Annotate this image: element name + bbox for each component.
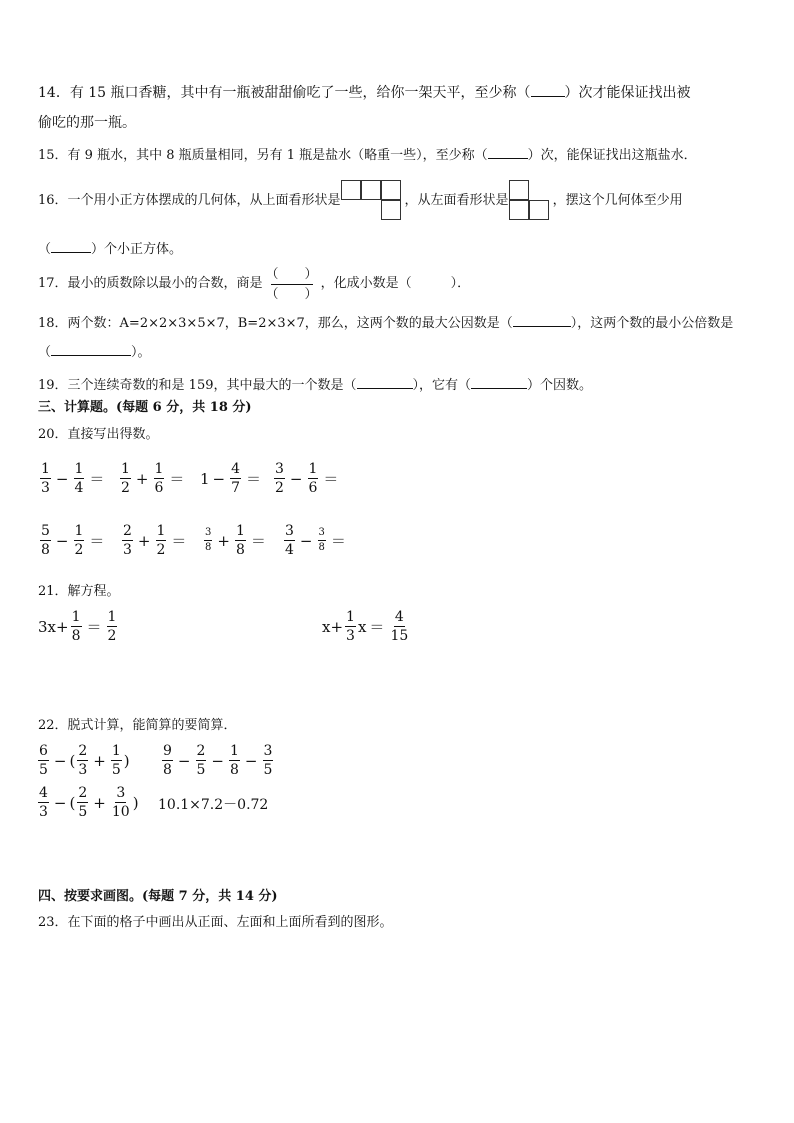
term: x+ [322, 617, 344, 636]
q17-text-end: ，化成小数是（ ）． [320, 276, 471, 291]
plus-sign: + [93, 751, 106, 770]
fraction [38, 786, 49, 819]
top-view-cell [381, 200, 401, 220]
equals-sign: ＝ [169, 470, 185, 488]
q19-mid: ），它有（ [412, 378, 472, 393]
denominator: 15 [390, 628, 409, 644]
fraction [38, 744, 49, 777]
q19-end: ）个因数。 [527, 378, 593, 393]
equals-sign: ＝ [89, 532, 105, 550]
q17-denominator-blank[interactable]: （ ） [265, 286, 318, 302]
denominator: 2 [74, 542, 84, 558]
minus-sign: − [55, 469, 69, 488]
q16-left-view-shape [509, 180, 553, 222]
plus-sign: + [93, 793, 106, 812]
q14-line2 [38, 113, 136, 133]
numerator: 1 [230, 743, 239, 759]
denominator: 3 [78, 762, 88, 778]
q20-expr-8 [282, 524, 349, 557]
q18-end: ）。 [131, 345, 151, 360]
fraction [77, 744, 88, 777]
numerator: 5 [41, 523, 50, 539]
minus-sign: − [244, 751, 258, 770]
q16-blank[interactable] [51, 238, 91, 253]
denominator: 10 [111, 804, 130, 820]
q18-gcd-blank[interactable] [513, 312, 571, 327]
numerator: 1 [346, 609, 355, 625]
denominator: 5 [78, 804, 88, 820]
q20-expr-7 [202, 524, 269, 557]
numerator: 4 [231, 461, 241, 477]
numerator: 1 [71, 609, 81, 625]
q18-text: 18．两个数：A=2×2×3×5×7，B=2×3×7，那么，这两个数的最大公因数是（ [38, 316, 513, 331]
fraction [122, 524, 133, 557]
equals-sign: ＝ [171, 532, 187, 550]
right-paren: ) [123, 751, 130, 770]
plus-sign: + [135, 469, 149, 488]
q22-title: 22．脱式计算，能简算的要简算． [38, 718, 237, 733]
denominator: 7 [231, 480, 241, 496]
numerator: 1 [308, 461, 318, 477]
q14-line1 [38, 82, 691, 103]
q15-text: 15．有 9 瓶水，其中 8 瓶质量相同，另有 1 瓶是盐水（略重一些），至少称（ [38, 148, 488, 163]
q18-line1 [38, 312, 733, 334]
denominator: 5 [196, 762, 206, 778]
q20-expr-3 [200, 462, 264, 495]
fraction [229, 744, 240, 777]
fraction [74, 462, 85, 495]
q19-text: 19．三个连续奇数的和是 159，其中最大的一个数是（ [38, 378, 357, 393]
denominator: 8 [230, 762, 239, 778]
fraction [111, 744, 122, 777]
denominator: 8 [163, 762, 172, 778]
q16-top-view-shape [341, 180, 405, 222]
numerator: 3 [318, 528, 326, 541]
left-paren: ( [69, 751, 76, 770]
numerator: 2 [196, 743, 206, 759]
equals-sign: ＝ [246, 470, 262, 488]
numerator: 1 [111, 743, 121, 759]
right-paren: ) [132, 793, 139, 812]
q20-title: 20．直接写出得数。 [38, 427, 159, 442]
q15-line [38, 144, 697, 166]
numerator: 6 [39, 743, 48, 759]
equals-sign: ＝ [89, 470, 105, 488]
left-view-cell [509, 180, 529, 200]
q16-line1 [38, 180, 683, 222]
equals-sign: ＝ [86, 618, 102, 636]
denominator: 3 [39, 804, 48, 820]
numerator: 3 [204, 528, 212, 541]
fraction [318, 528, 326, 553]
fraction [308, 462, 319, 495]
fraction [40, 462, 51, 495]
q14-blank[interactable] [531, 82, 565, 97]
variable: x [357, 617, 367, 636]
numerator: 1 [121, 461, 130, 477]
denominator: 4 [285, 542, 294, 558]
numerator: 1 [156, 523, 166, 539]
q21-title: 21．解方程。 [38, 584, 120, 599]
q19-line [38, 374, 592, 396]
q21-equation-2 [322, 610, 411, 643]
q22-expr-1 [36, 744, 130, 777]
q16-line2 [38, 238, 182, 260]
fraction [389, 610, 409, 643]
denominator: 8 [318, 542, 325, 553]
fraction-bar [271, 284, 313, 285]
q16-part2: ，从左面看形状是 [404, 193, 509, 208]
fraction [111, 786, 131, 819]
fraction [77, 786, 88, 819]
numerator: 1 [235, 523, 245, 539]
numerator: 1 [41, 461, 50, 477]
numerator: 9 [163, 743, 172, 759]
q16-part1: 16．一个用小正方体摆成的几何体，从上面看形状是 [38, 193, 341, 208]
denominator: 5 [111, 762, 121, 778]
q17-text: 17．最小的质数除以最小的合数，商是 [38, 276, 263, 291]
fraction [120, 462, 131, 495]
q15-blank[interactable] [488, 144, 528, 159]
denominator: 8 [71, 628, 81, 644]
q16-part3: ，摆这个几何体至少用 [552, 193, 683, 208]
minus-sign: − [299, 531, 313, 550]
minus-sign: − [211, 751, 224, 770]
q21-equation-1 [38, 610, 119, 643]
top-view-cell [341, 180, 361, 200]
denominator: 2 [275, 480, 284, 496]
numerator: 3 [263, 743, 273, 759]
section-4-heading: 四、按要求画图。(每题 7 分，共 14 分) [38, 889, 278, 904]
fraction [74, 524, 85, 557]
q17-numerator-blank[interactable]: （ ） [265, 266, 318, 282]
fraction [263, 744, 274, 777]
section-3-heading: 三、计算题。(每题 6 分，共 18 分) [38, 400, 252, 415]
q20-expr-2 [118, 462, 187, 495]
numerator: 2 [78, 785, 88, 801]
q20-expr-6 [120, 524, 189, 557]
q16-end: ）个小正方体。 [91, 242, 183, 257]
plus-sign: + [137, 531, 151, 550]
fraction [154, 462, 165, 495]
minus-sign: − [289, 469, 303, 488]
denominator: 5 [263, 762, 273, 778]
term: 3x+ [38, 617, 69, 636]
denominator: 8 [205, 542, 212, 553]
q17-line [38, 264, 470, 304]
q23-title: 23．在下面的格子中画出从正面、左面和上面所看到的图形。 [38, 915, 393, 930]
denominator: 6 [154, 480, 164, 496]
numerator: 4 [394, 609, 404, 625]
q15-text-end: ）次，能保证找出这瓶盐水． [527, 148, 697, 163]
numerator: 3 [116, 785, 126, 801]
minus-sign: − [177, 751, 191, 770]
denominator: 6 [308, 480, 318, 496]
denominator: 3 [123, 542, 132, 558]
fraction [107, 610, 118, 643]
denominator: 3 [346, 628, 355, 644]
denominator: 8 [41, 542, 50, 558]
q14-text: 14．有 15 瓶口香糖，其中有一瓶被甜甜偷吃了一些，给你一架天平，至少称（ [38, 85, 531, 101]
q19-max-blank[interactable] [357, 374, 413, 389]
equals-sign: ＝ [369, 618, 385, 636]
top-view-cell [361, 180, 381, 200]
minus-sign: − [53, 751, 67, 770]
fraction [274, 462, 285, 495]
q20-expr-4 [272, 462, 341, 495]
fraction [40, 524, 51, 557]
plus-sign: + [217, 531, 230, 550]
decimal-expression: 10.1×7.2－0.72 [158, 797, 269, 813]
q18-text-mid: ），这两个数的最小公倍数是 [570, 316, 734, 331]
equals-sign: ＝ [323, 470, 339, 488]
left-paren: ( [69, 793, 76, 812]
denominator: 2 [107, 628, 117, 644]
q14-text-end: ）次才能保证找出被 [564, 85, 691, 101]
q18-line2 [38, 341, 151, 363]
fraction [196, 744, 207, 777]
numerator: 1 [74, 461, 84, 477]
numerator: 1 [154, 461, 164, 477]
whole-number: 1 [200, 469, 210, 488]
numerator: 3 [275, 461, 284, 477]
equals-sign: ＝ [330, 532, 346, 550]
fraction [71, 610, 82, 643]
denominator: 2 [156, 542, 166, 558]
fraction [235, 524, 246, 557]
minus-sign: − [212, 469, 226, 488]
top-view-cell [381, 180, 401, 200]
q22-expr-3 [36, 786, 139, 819]
fraction [204, 528, 212, 553]
numerator: 2 [123, 523, 132, 539]
numerator: 2 [78, 743, 88, 759]
denominator: 5 [39, 762, 48, 778]
minus-sign: − [53, 793, 67, 812]
q16-open: （ [38, 242, 52, 257]
q22-expr-4 [158, 794, 268, 814]
numerator: 1 [107, 609, 117, 625]
minus-sign: − [55, 531, 69, 550]
q22-expr-2 [160, 744, 275, 777]
fraction [345, 610, 356, 643]
q19-factor-blank[interactable] [471, 374, 527, 389]
denominator: 4 [74, 480, 84, 496]
equals-sign: ＝ [250, 532, 266, 550]
fraction [162, 744, 173, 777]
denominator: 3 [41, 480, 50, 496]
q17-fraction-blank[interactable] [266, 268, 318, 301]
q14-text-2: 偷吃的那一瓶。 [38, 115, 136, 131]
q20-expr-1 [38, 462, 107, 495]
q18-lcm-blank[interactable] [51, 341, 131, 356]
q18-open: （ [38, 345, 52, 360]
left-view-cell [529, 200, 549, 220]
left-view-cell [509, 200, 529, 220]
fraction [156, 524, 167, 557]
fraction [284, 524, 295, 557]
numerator: 4 [39, 785, 48, 801]
numerator: 1 [74, 523, 84, 539]
denominator: 2 [121, 480, 130, 496]
fraction [230, 462, 241, 495]
q20-expr-5 [38, 524, 107, 557]
numerator: 3 [285, 523, 294, 539]
denominator: 8 [235, 542, 245, 558]
